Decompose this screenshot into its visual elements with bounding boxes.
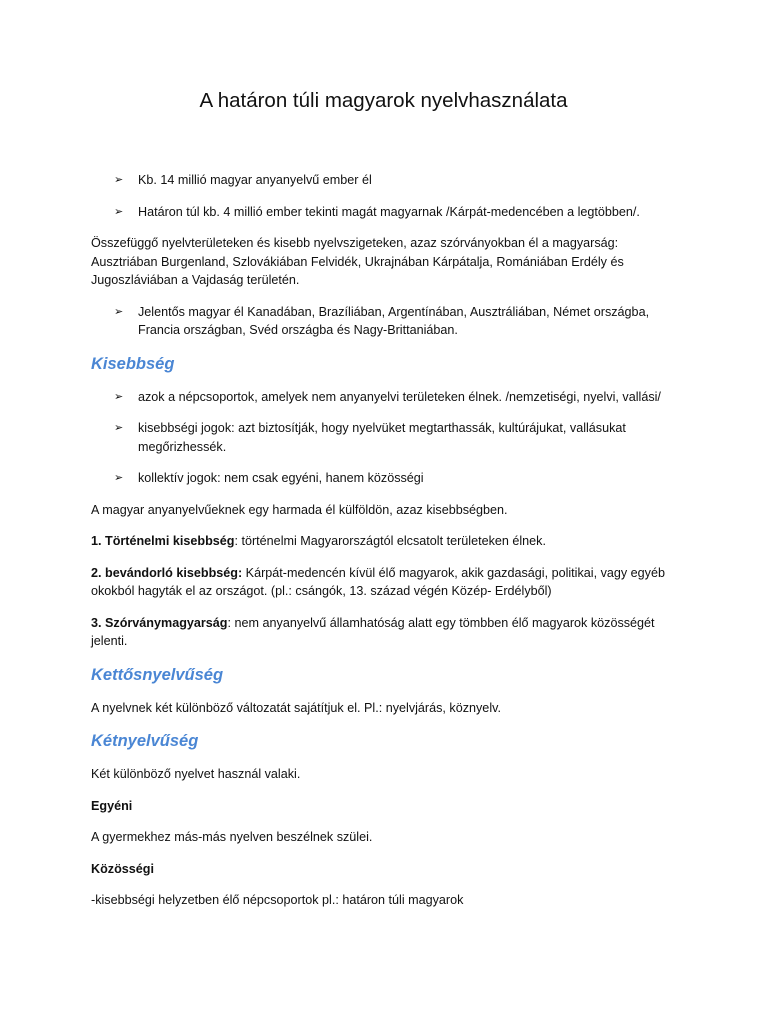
bullet-item [91, 419, 676, 456]
minority-type-3-label: 3. Szórványmagyarság [91, 615, 228, 630]
arrow-bullet-icon: ➢ [114, 390, 124, 403]
bullet-item [91, 203, 676, 222]
arrow-bullet-icon: ➢ [114, 472, 124, 484]
heading-bilingual: Kétnyelvűség [91, 732, 199, 750]
bullet-text: azok a népcsoportok, amelyek nem anyanyelvi területeken élnek. /nemzetiségi, nyelvi, vallási/ [138, 389, 661, 404]
paragraph-bilingual: Két különböző nyelvet használ valaki. [91, 767, 301, 781]
subheading-community: Közösségi [91, 861, 154, 876]
bullet-item [91, 303, 676, 340]
heading-dual-variety: Kettősnyelvűség [91, 665, 224, 684]
bullet-text: Jelentős magyar él Kanadában, Brazíliában, Argentínában, Ausztráliában, Német országba, Francia országban, Svéd országba és Nagy-Brittaniában. [138, 304, 650, 337]
minority-type-2 [91, 564, 676, 601]
minority-type-2-text: Kárpát-medencén kívül élő magyarok, akik gazdasági, politikai, vagy egyéb okokból hagyták el az országot. (pl.: csángók, 13. század végén Közép- Erdélyből) [91, 565, 665, 598]
bullet-item [91, 171, 676, 190]
minority-type-2-label: 2. bevándorló kisebbség: [91, 565, 243, 580]
document-title: A határon túli magyarok nyelvhasználata [199, 89, 568, 112]
paragraph-regions: Összefüggő nyelvterületeken és kisebb nyelvszigeteken, azaz szórványokban él a magyarság: Ausztriában Burgenland, Szlovákiában Felvidék, Ukrajnában Kárpátalja, Romániában Erdély és Jugoszláviában a Vajdaság területén. [91, 236, 624, 287]
paragraph-individual: A gyermekhez más-más nyelven beszélnek szülei. [91, 830, 373, 844]
arrow-bullet-icon: ➢ [114, 422, 124, 434]
subheading-individual: Egyéni [91, 798, 133, 813]
bullet-item [91, 388, 676, 407]
minority-type-1-label: 1. Történelmi kisebbség [91, 534, 235, 548]
paragraph-community: -kisebbségi helyzetben élő népcsoportok pl.: határon túli magyarok [91, 893, 464, 907]
bullet-text: kisebbségi jogok: azt biztosítják, hogy nyelvüket megtarthassák, kultúrájukat, vallásukat megőrizhessék. [138, 421, 626, 454]
bullet-text: Kb. 14 millió magyar anyanyelvű ember él [138, 173, 372, 187]
paragraph-third: A magyar anyanyelvűeknek egy harmada él külföldön, azaz kisebbségben. [91, 502, 508, 517]
minority-type-3-text: : nem anyanyelvű államhatóság alatt egy tömbben élő magyarok közösségét jelenti. [91, 615, 655, 648]
bullet-text: kollektív jogok: nem csak egyéni, hanem közösségi [138, 471, 424, 485]
minority-type-1-text: : történelmi Magyarországtól elcsatolt területeken élnek. [234, 534, 546, 548]
arrow-bullet-icon: ➢ [114, 305, 124, 318]
paragraph-dual-variety: A nyelvnek két különböző változatát sajátítjuk el. Pl.: nyelvjárás, köznyelv. [91, 700, 501, 715]
heading-minority: Kisebbség [91, 354, 175, 373]
bullet-text: Határon túl kb. 4 millió ember tekinti magát magyarnak /Kárpát-medencében a legtöbben/. [138, 204, 640, 219]
minority-type-3 [91, 614, 676, 651]
arrow-bullet-icon: ➢ [114, 174, 124, 186]
bullet-item [91, 469, 676, 488]
minority-type-1 [91, 532, 676, 551]
arrow-bullet-icon: ➢ [114, 205, 124, 218]
